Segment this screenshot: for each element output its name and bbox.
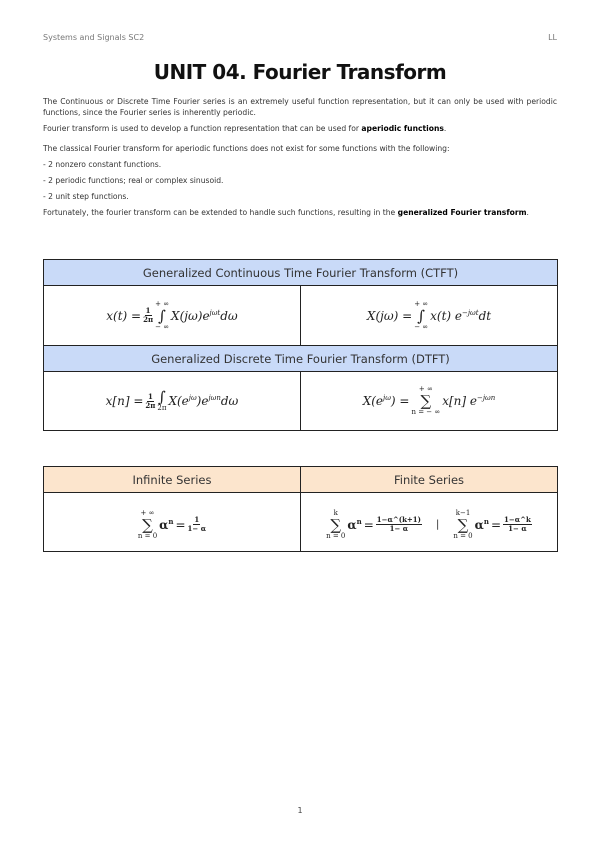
series-table [43, 466, 558, 552]
fraction [188, 516, 207, 533]
paragraph: The classical Fourier transform for aperiodic functions does not exist for some functions with the following: [43, 144, 450, 153]
lower-limit: − ∞ [155, 322, 170, 331]
exponent: −jωn [477, 394, 496, 402]
lhs: X(e [362, 394, 384, 408]
exponent: jωn [208, 394, 221, 402]
integrand: x(t) e [430, 308, 462, 323]
integrand: X(jω)e [171, 308, 210, 323]
infinite-series-header: Infinite Series [44, 467, 301, 493]
denominator: 2π [145, 400, 156, 410]
infinite-series-formula [44, 493, 301, 552]
summation [326, 509, 345, 541]
numerator: 1 [147, 391, 153, 401]
exponent: jωt [209, 308, 221, 317]
text: Fourier transform is used to develop a function representation that can be used for [43, 124, 362, 133]
header-initials: LL [548, 33, 557, 42]
upper-limit: + ∞ [140, 508, 155, 517]
paragraph [43, 207, 557, 218]
lhs: ) = [390, 394, 410, 408]
paragraph: The Continuous or Discrete Time Fourier series is an extremely useful function representation, but it can only be used with periodic functions, since the Fourier series is inherently periodic. [43, 97, 557, 117]
fraction [143, 307, 153, 324]
summand: x[n] e [442, 394, 478, 408]
fraction [503, 516, 532, 533]
upper-limit: + ∞ [418, 385, 433, 393]
denominator: 1− α [508, 524, 527, 533]
lower-limit: n = 0 [326, 531, 346, 540]
integral [414, 300, 428, 332]
equals: = [175, 517, 186, 532]
numerator: 1−α^(k+1) [376, 515, 421, 524]
summation [453, 509, 472, 541]
numerator: 1−α^k [504, 515, 531, 524]
base: α [474, 518, 484, 532]
upper-limit: + ∞ [414, 299, 429, 308]
sum-sign: ∑ [142, 515, 153, 534]
equals: = [363, 517, 374, 532]
sum-sign: ∑ [420, 392, 432, 410]
lower-limit: 2π [157, 403, 167, 412]
integral [157, 387, 167, 413]
lower-limit: n = 0 [453, 531, 473, 540]
differential: dt [478, 308, 492, 323]
summation [411, 385, 440, 417]
differential: dω [220, 394, 239, 408]
differential: dω [220, 308, 238, 323]
lhs: x(t) = [106, 308, 142, 323]
ctft-header: Generalized Continuous Time Fourier Transform (CTFT) [44, 260, 558, 286]
finite-series-formula [301, 493, 558, 552]
list-item: - 2 unit step functions. [43, 192, 129, 201]
numerator: 1 [194, 515, 200, 524]
list-item: - 2 periodic functions; real or complex sinusoid. [43, 176, 224, 185]
denominator: 1− α [187, 524, 207, 533]
bold-text: generalized Fourier transform [397, 208, 527, 217]
dtft-header: Generalized Discrete Time Fourier Transform (DTFT) [44, 346, 558, 372]
dtft-inverse-formula [44, 372, 301, 431]
integral-sign: ∫ [158, 387, 166, 406]
exponent: −jωt [462, 308, 479, 317]
upper-limit: + ∞ [155, 299, 170, 308]
fraction [376, 516, 422, 533]
denominator: 2π [143, 315, 154, 324]
fraction [145, 393, 155, 410]
exponent: n [356, 517, 362, 526]
exponent: jω [383, 394, 391, 402]
page-title: UNIT 04. Fourier Transform [153, 60, 447, 84]
header-course: Systems and Signals SC2 [43, 33, 145, 42]
lower-limit: n = 0 [137, 531, 158, 540]
integral-sign: ∫ [417, 306, 426, 325]
page-number: 1 [297, 806, 303, 815]
integral [155, 300, 169, 332]
text: Fortunately, the fourier transform can be extended to handle such functions, resulting in the [43, 208, 398, 217]
fourier-transform-table [43, 259, 558, 431]
equals: = [490, 517, 502, 532]
ctft-inverse-formula [44, 286, 301, 346]
summation [138, 509, 157, 541]
finite-series-header: Finite Series [301, 467, 558, 493]
upper-limit: k−1 [455, 508, 471, 517]
exponent: n [168, 517, 174, 526]
separator: | [435, 519, 440, 530]
lower-limit: n = − ∞ [411, 408, 441, 416]
sum-sign: ∑ [457, 515, 469, 534]
list-item: - 2 nonzero constant functions. [43, 160, 162, 169]
base: α [347, 518, 357, 532]
lower-limit: − ∞ [414, 322, 429, 331]
lhs: x[n] = [105, 394, 144, 408]
text: . [526, 208, 529, 217]
ctft-forward-formula [301, 286, 558, 346]
intro-text [43, 96, 557, 223]
integrand: X(e [168, 394, 189, 408]
numerator: 1 [145, 306, 151, 315]
integrand: )e [196, 394, 209, 408]
exponent: jω [188, 394, 197, 402]
base: α [159, 518, 169, 532]
dtft-forward-formula [301, 372, 558, 431]
integral-sign: ∫ [158, 306, 166, 325]
sum-sign: ∑ [330, 515, 342, 534]
upper-limit: k [333, 508, 338, 517]
lhs: X(jω) = [366, 308, 413, 323]
paragraph: Fourier transform is used to develop a function representation that can be used for aperiodic functions. [43, 124, 447, 133]
denominator: 1− α [389, 524, 409, 533]
bold-text: aperiodic functions [361, 124, 444, 133]
exponent: n [483, 517, 489, 526]
